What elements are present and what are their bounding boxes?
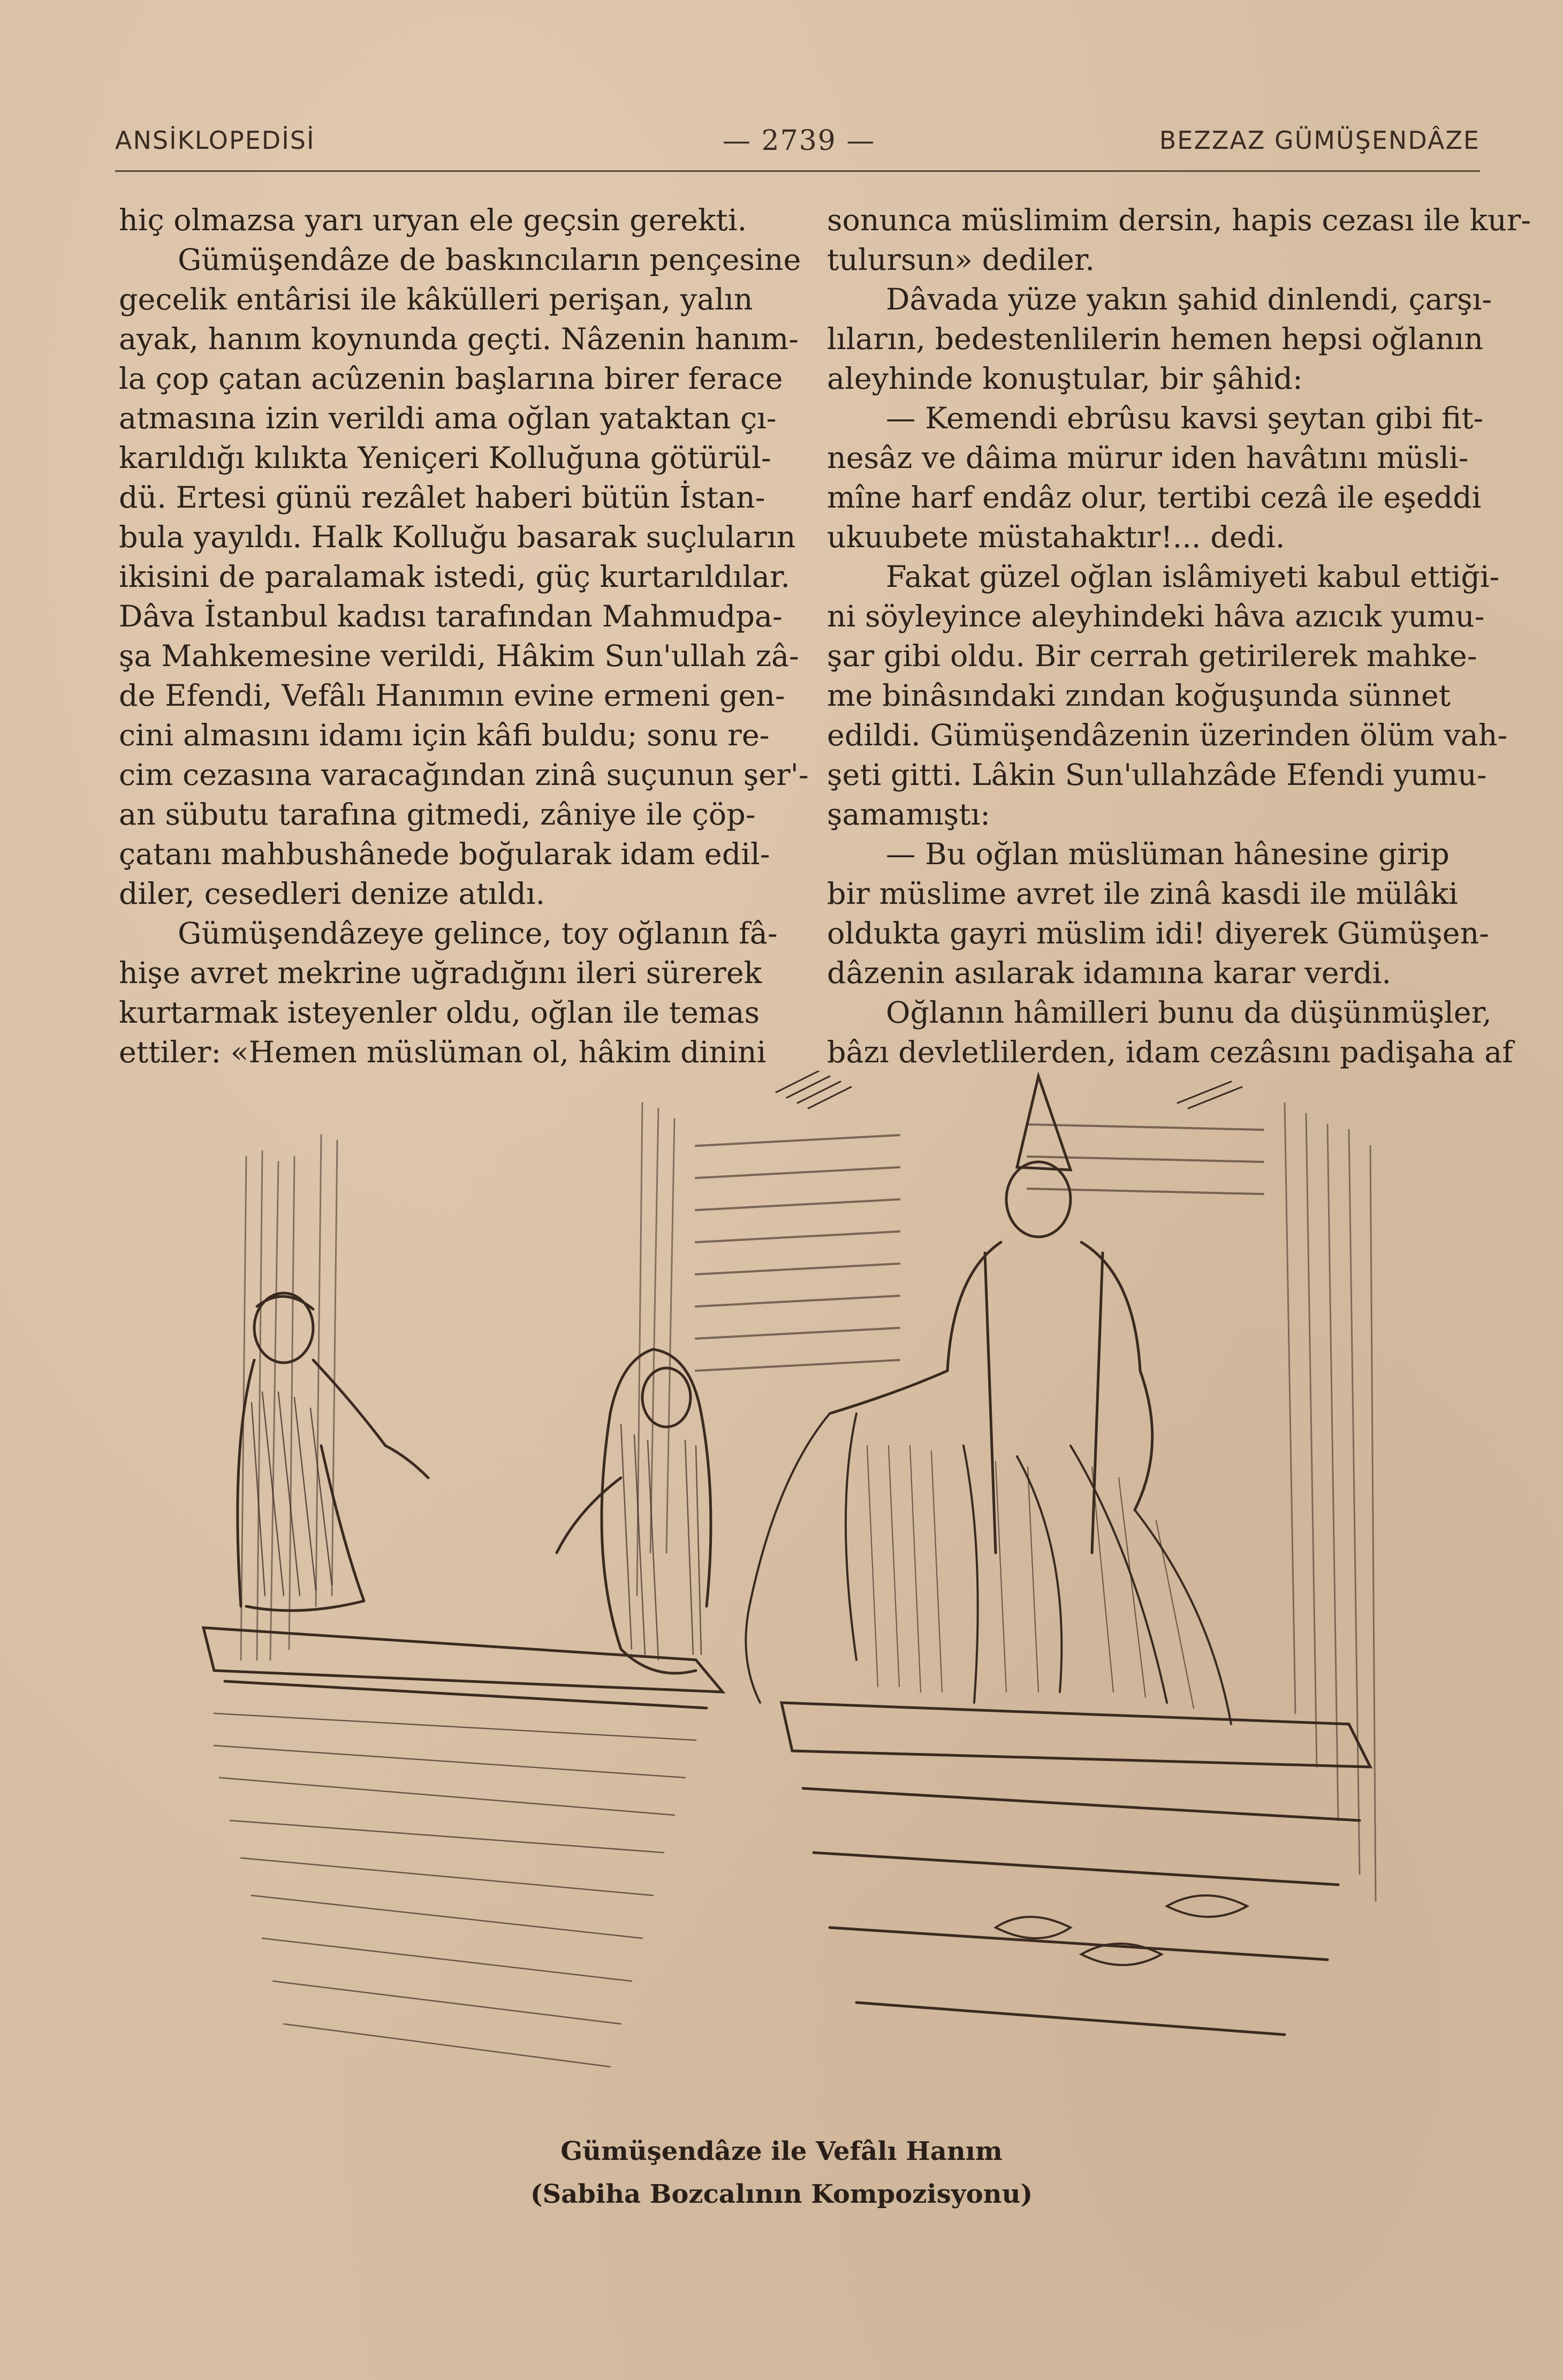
- text-line: diler, cesedleri denize atıldı.: [119, 877, 545, 911]
- text-line: bir müslime avret ile zinâ kasdi ile mülâki: [827, 877, 1458, 911]
- text-line: nesâz ve dâima mürur iden havâtını müsli-: [827, 441, 1469, 475]
- text-line: de Efendi, Vefâlı Hanımın evine ermeni gen-: [119, 678, 785, 713]
- text-line: me binâsındaki zından koğuşunda sünnet: [827, 678, 1451, 713]
- text-line: şeti gitti. Lâkin Sun'ullahzâde Efendi yumu-: [827, 758, 1487, 792]
- header-left: ANSİKLOPEDİSİ: [115, 126, 315, 155]
- text-line: şamamıştı:: [827, 797, 990, 832]
- text-line: şa Mahkemesine verildi, Hâkim Sun'ullah zâ-: [119, 639, 799, 674]
- text-line: — Kemendi ebrûsu kavsi şeytan gibi fit-: [886, 401, 1484, 436]
- text-line: şar gibi oldu. Bir cerrah getirilerek mahke-: [827, 639, 1477, 674]
- text-line: bula yayıldı. Halk Kolluğu basarak suçluların: [119, 520, 796, 555]
- right-column: [827, 201, 1531, 1072]
- text-line: an sübutu tarafına gitmedi, zâniye ile çöp-: [119, 797, 756, 832]
- text-line: aleyhinde konuştular, bir şâhid:: [827, 361, 1303, 396]
- text-line: — Bu oğlan müslüman hânesine girip: [886, 837, 1450, 872]
- text-line: Oğlanın hâmilleri bunu da düşünmüşler,: [886, 995, 1492, 1030]
- text-line: Gümüşendâzeye gelince, toy oğlanın fâ-: [178, 916, 778, 951]
- text-line: oldukta gayri müslim idi! diyerek Gümüşen-: [827, 916, 1489, 951]
- text-line: hişe avret mekrine uğradığını ileri sürerek: [119, 956, 762, 991]
- text-line: çatanı mahbushânede boğularak idam edil-: [119, 837, 770, 872]
- text-line: hiç olmazsa yarı uryan ele geçsin gerekti.: [119, 203, 747, 238]
- text-line: Fakat güzel oğlan islâmiyeti kabul ettiği-: [886, 560, 1500, 594]
- text-line: ni söyleyince aleyhindeki hâva azıcık yumu-: [827, 599, 1485, 634]
- text-line: gecelik entârisi ile kâkülleri perişan, yalın: [119, 282, 753, 317]
- text-line: tulursun» dediler.: [827, 243, 1095, 277]
- text-line: bâzı devletlilerden, idam cezâsını padişaha af: [827, 1035, 1513, 1070]
- text-line: edildi. Gümüşendâzenin üzerinden ölüm vah-: [827, 718, 1508, 753]
- text-line: dü. Ertesi günü rezâlet haberi bütün İstan-: [119, 480, 765, 515]
- text-line: ayak, hanım koynunda geçti. Nâzenin hanım-: [119, 322, 799, 357]
- text-line: la çop çatan acûzenin başlarına birer ferace: [119, 361, 783, 396]
- text-line: mîne harf endâz olur, tertibi cezâ ile eşeddi: [827, 480, 1482, 515]
- text-line: ettiler: «Hemen müslüman ol, hâkim dinini: [119, 1035, 767, 1070]
- text-line: ikisini de paralamak istedi, güç kurtarıldılar.: [119, 560, 791, 594]
- text-line: Gümüşendâze de baskıncıların pençesine: [178, 243, 801, 277]
- figure-caption-title: Gümüşendâze ile Vefâlı Hanım: [560, 2136, 1003, 2166]
- header-right: BEZZAZ GÜMÜŞENDÂZE: [1159, 126, 1480, 155]
- text-line: Dâvada yüze yakın şahid dinlendi, çarşı-: [886, 282, 1492, 317]
- text-line: cini almasını idamı için kâfi buldu; sonu re-: [119, 718, 770, 753]
- illustration: [161, 1071, 1435, 2131]
- text-line: Dâva İstanbul kadısı tarafından Mahmudpa-: [119, 599, 783, 634]
- left-column: [119, 201, 809, 1072]
- text-line: kurtarmak isteyenler oldu, oğlan ile temas: [119, 995, 760, 1030]
- text-line: cim cezasına varacağından zinâ suçunun şer'-: [119, 758, 809, 792]
- text-line: atmasına izin verildi ama oğlan yataktan çı-: [119, 401, 777, 436]
- page-number: — 2739 —: [723, 125, 876, 157]
- text-line: dâzenin asılarak idamına karar verdi.: [827, 956, 1392, 991]
- running-header: [115, 120, 1480, 169]
- text-line: ukuubete müstahaktır!... dedi.: [827, 520, 1285, 555]
- text-line: karıldığı kılıkta Yeniçeri Kolluğuna götürül-: [119, 441, 771, 475]
- text-line: sonunca müslimim dersin, hapis cezası ile kur-: [827, 203, 1531, 238]
- figure-caption-credit: (Sabiha Bozcalının Kompozisyonu): [530, 2179, 1033, 2209]
- text-line: lıların, bedestenlilerin hemen hepsi oğlanın: [827, 322, 1483, 357]
- header-rule: [115, 170, 1480, 172]
